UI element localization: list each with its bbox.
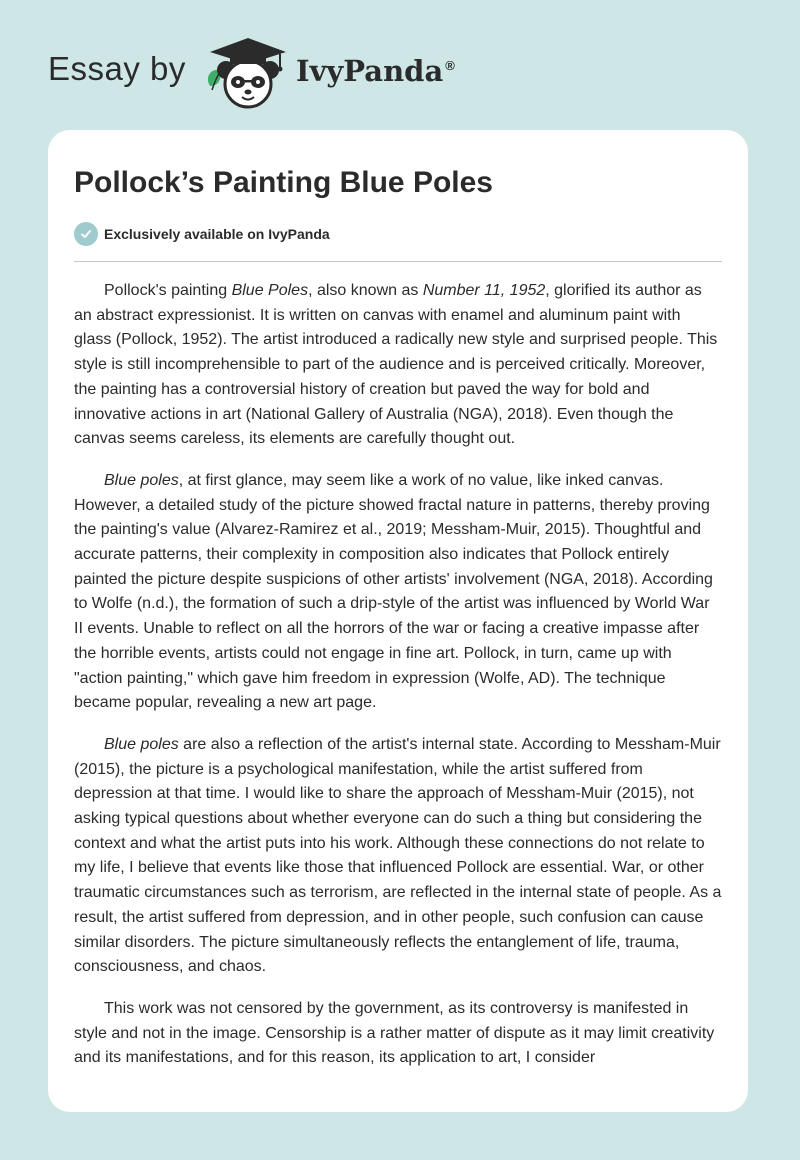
essay-title: Pollock’s Painting Blue Poles [74,166,493,199]
site-header [0,0,800,130]
brand-name [296,54,455,88]
paragraph-3 [74,733,722,980]
brand-text: IvyPanda [296,54,444,88]
italic-run: Blue poles [104,735,179,753]
exclusive-label: Exclusively available on IvyPanda [104,226,330,242]
essay-by-label: Essay by [48,50,186,87]
check-circle-icon [74,222,98,246]
paragraph-4: This work was not censored by the government, as its controversy is manifested in style and not in the image. Censorship is a rather matter of dispute as it may limit creativity and its manifestations, and for this reason, its application to art, I consider [74,999,715,1067]
text-run: , glorified its author as an abstract expressionist. It is written on canvas with enamel and aluminum paint with glass (Pollock, 1952). The artist introduced a radically new style and surprised people. This style is still incomprehensible to part of the audience and is perceived critically. Moreover, the painting has a controversial history of creation but paved the way for bold and innovative actions in art (National Gallery of Australia (NGA), 2018). Even though the canvas seems careless, its elements are carefully thought out. [74,282,718,448]
italic-run: Blue Poles [231,282,309,299]
text-run: , at first glance, may seem like a work of no value, like inked canvas. However, a detailed study of the picture showed fractal nature in patterns, thereby proving the painting's value (Alvarez-Ramirez et al., 2019; Messham-Muir, 2015). Thoughtful and accurate patterns, their complexity in composition also indicates that Pollock entirely painted the picture despite suspicions of other artists' involvement (NGA, 2018). According to Wolfe (n.d.), the formation of such a drip-style of the artist was influenced by World War II events. Unable to reflect on all the horrors of the war or facing a creative impasse after the horrible events, artists could not engage in fine art. Pollock, in turn, came up with "action painting," which gave him freedom in expression (Wolfe, AD). The technique became popular, revealing a new art page. [74,471,713,712]
paragraph-2 [74,469,722,716]
italic-run: Number 11, 1952 [422,282,546,299]
panda-logo-icon[interactable] [200,34,292,110]
title-divider [74,261,722,262]
text-run: are also a reflection of the artist's internal state. According to Messham-Muir (2015), the picture is a psychological manifestation, while the artist suffered from depression at that time. I would like to share the approach of Messham-Muir (2015), not asking typical questions about whether everyone can do such a thing but considering the context and what the artist puts into his work. Although these connections do not relate to my life, I believe that events like those that influenced Pollock are essential. War, or other traumatic circumstances such as terrorism, are reflected in the internal state of people. As a result, the artist suffered from depression, and in other people, such confusion can cause similar disorders. The picture simultaneously reflects the entanglement of life, trauma, consciousness, and chaos. [74,735,722,976]
italic-run: Blue poles [104,471,179,489]
paragraph-1 [74,279,722,452]
essay-body [74,279,722,1088]
trademark-symbol: ® [445,58,455,73]
text-run: Pollock's painting [104,282,232,299]
essay-card [48,130,748,1112]
exclusive-badge [74,222,330,246]
text-run: , also known as [308,282,423,299]
